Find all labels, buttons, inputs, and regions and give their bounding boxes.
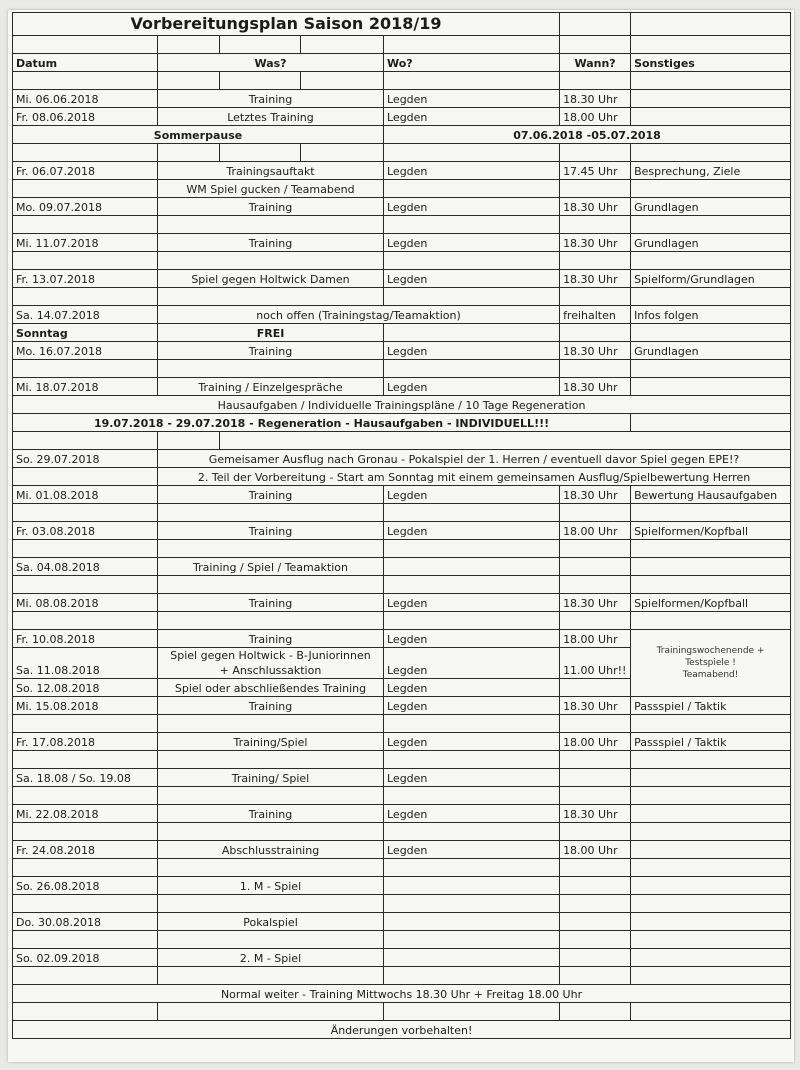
activity-cell: Trainingsauftakt (158, 162, 384, 180)
time-cell: 18.30 Uhr (560, 805, 631, 823)
date-cell: Fr. 24.08.2018 (13, 841, 158, 859)
time-cell: 18.00 Uhr (560, 733, 631, 751)
wochenende-line-3: Teamabend! (682, 670, 739, 680)
time-cell: 11.00 Uhr!! (560, 648, 631, 679)
table-row (13, 198, 791, 216)
location-cell: Legden (384, 234, 560, 252)
table-row (13, 697, 791, 715)
notes-cell: Spielform/Grundlagen (631, 270, 791, 288)
wochenende-line-2: Testspiele ! (685, 658, 736, 668)
time-cell: 18.30 Uhr (560, 198, 631, 216)
notes-cell (631, 90, 791, 108)
normal-note: Normal weiter - Training Mittwochs 18.30 Uhr + Freitag 18.00 Uhr (13, 985, 791, 1003)
header-wann: Wann? (560, 54, 631, 72)
time-cell: 18.30 Uhr (560, 270, 631, 288)
activity-cell: Abschlusstraining (158, 841, 384, 859)
activity-cell: Pokalspiel (158, 913, 384, 931)
activity-cell: Training (158, 594, 384, 612)
table-row (13, 180, 791, 198)
schedule-table (12, 12, 791, 1039)
time-cell: 18.30 Uhr (560, 234, 631, 252)
date-cell: Mi. 08.08.2018 (13, 594, 158, 612)
date-cell: Mo. 16.07.2018 (13, 342, 158, 360)
sommerpause-range: 07.06.2018 -05.07.2018 (384, 126, 791, 144)
table-row (13, 90, 791, 108)
normal-row (13, 985, 791, 1003)
wochenende-line-1: Trainingswochenende + (656, 646, 765, 656)
location-cell: Legden (384, 769, 560, 787)
location-cell: Legden (384, 342, 560, 360)
header-was: Was? (158, 54, 384, 72)
hausaufgaben-row (13, 396, 791, 414)
time-cell: 18.00 Uhr (560, 841, 631, 859)
activity-cell: 1. M - Spiel (158, 877, 384, 895)
table-row (13, 342, 791, 360)
time-cell: 18.30 Uhr (560, 697, 631, 715)
header-row (13, 54, 791, 72)
table-row (13, 522, 791, 540)
notes-cell: Spielformen/Kopfball (631, 594, 791, 612)
activity-line-2: + Anschlussaktion (219, 664, 322, 677)
schedule-sheet (8, 10, 794, 1062)
notes-cell: Besprechung, Ziele (631, 162, 791, 180)
table-row (13, 558, 791, 576)
table-row (13, 486, 791, 504)
date-cell: Sa. 18.08 / So. 19.08 (13, 769, 158, 787)
activity-cell: Spiel gegen Holtwick Damen (158, 270, 384, 288)
time-cell: 18.00 Uhr (560, 630, 631, 648)
table-row (13, 108, 791, 126)
date-cell: So. 02.09.2018 (13, 949, 158, 967)
date-cell: Do. 30.08.2018 (13, 913, 158, 931)
date-cell: Mi. 01.08.2018 (13, 486, 158, 504)
location-cell: Legden (384, 630, 560, 648)
table-row (13, 805, 791, 823)
activity-cell: Training / Spiel / Teamaktion (158, 558, 384, 576)
time-cell: 18.30 Uhr (560, 342, 631, 360)
location-cell: Legden (384, 378, 560, 396)
date-cell: So. 26.08.2018 (13, 877, 158, 895)
activity-cell: Training (158, 805, 384, 823)
notes-cell: Grundlagen (631, 342, 791, 360)
notes-cell: Passspiel / Taktik (631, 733, 791, 751)
activity-cell: Training (158, 198, 384, 216)
table-row (13, 733, 791, 751)
table-row (13, 877, 791, 895)
table-row (13, 769, 791, 787)
hausaufgaben-note: Hausaufgaben / Individuelle Trainingspläne / 10 Tage Regeneration (13, 396, 791, 414)
date-cell: Fr. 08.06.2018 (13, 108, 158, 126)
date-cell: Mi. 11.07.2018 (13, 234, 158, 252)
notes-cell: Bewertung Hausaufgaben (631, 486, 791, 504)
activity-cell: FREI (158, 324, 384, 342)
location-cell: Legden (384, 733, 560, 751)
location-cell: Legden (384, 486, 560, 504)
activity-cell: Training (158, 234, 384, 252)
table-row (13, 450, 791, 468)
activity-cell: Gemeisamer Ausflug nach Gronau - Pokalspiel der 1. Herren / eventuell davor Spiel gegen EPE!? (158, 450, 791, 468)
notes-cell: Grundlagen (631, 198, 791, 216)
activity-cell: Training (158, 697, 384, 715)
header-spacer-row (13, 36, 791, 54)
date-cell: Fr. 06.07.2018 (13, 162, 158, 180)
activity-cell: Training/Spiel (158, 733, 384, 751)
notes-cell (631, 378, 791, 396)
activity-cell: Training (158, 90, 384, 108)
activity-cell: WM Spiel gucken / Teamabend (158, 180, 384, 198)
location-cell: Legden (384, 805, 560, 823)
time-cell: 18.30 Uhr (560, 486, 631, 504)
teil2-note: 2. Teil der Vorbereitung - Start am Sonntag mit einem gemeinsamen Ausflug/Spielbewertung Herren (158, 468, 791, 486)
location-cell: Legden (384, 90, 560, 108)
notes-cell: Spielformen/Kopfball (631, 522, 791, 540)
location-cell: Legden (384, 594, 560, 612)
location-cell: Legden (384, 841, 560, 859)
location-cell: Legden (384, 697, 560, 715)
activity-cell: 2. M - Spiel (158, 949, 384, 967)
time-cell: freihalten (560, 306, 631, 324)
aenderungen-note: Änderungen vorbehalten! (13, 1021, 791, 1039)
page-title: Vorbereitungsplan Saison 2018/19 (13, 13, 560, 36)
activity-cell: Training/ Spiel (158, 769, 384, 787)
activity-cell: Letztes Training (158, 108, 384, 126)
table-row (13, 949, 791, 967)
table-row (13, 630, 791, 648)
table-row (13, 594, 791, 612)
table-row (13, 162, 791, 180)
sommerpause-row (13, 126, 791, 144)
activity-cell: Spiel oder abschließendes Training (158, 679, 384, 697)
notes-cell: Grundlagen (631, 234, 791, 252)
header-wo: Wo? (384, 54, 560, 72)
table-row (13, 378, 791, 396)
table-row (13, 270, 791, 288)
date-cell: Fr. 03.08.2018 (13, 522, 158, 540)
activity-cell: Training / Einzelgespräche (158, 378, 384, 396)
notes-cell (631, 108, 791, 126)
date-cell: Sonntag (13, 324, 158, 342)
date-cell: Sa. 04.08.2018 (13, 558, 158, 576)
date-cell: Mo. 09.07.2018 (13, 198, 158, 216)
table-row (13, 913, 791, 931)
time-cell: 18.30 Uhr (560, 378, 631, 396)
teil2-row (13, 468, 791, 486)
activity-cell: Training (158, 630, 384, 648)
time-cell: 18.30 Uhr (560, 90, 631, 108)
date-cell: Mi. 06.06.2018 (13, 90, 158, 108)
table-row (13, 841, 791, 859)
date-cell: Mi. 22.08.2018 (13, 805, 158, 823)
date-cell: So. 29.07.2018 (13, 450, 158, 468)
header-sonstiges: Sonstiges (631, 54, 791, 72)
wochenende-note (631, 630, 791, 697)
location-cell: Legden (384, 108, 560, 126)
time-cell: 17.45 Uhr (560, 162, 631, 180)
location-cell: Legden (384, 679, 560, 697)
date-cell: Mi. 15.08.2018 (13, 697, 158, 715)
time-cell: 18.00 Uhr (560, 108, 631, 126)
date-cell: So. 12.08.2018 (13, 679, 158, 697)
location-cell: Legden (384, 522, 560, 540)
date-cell: Sa. 14.07.2018 (13, 306, 158, 324)
date-cell: Fr. 17.08.2018 (13, 733, 158, 751)
activity-cell (158, 648, 384, 679)
activity-cell: Training (158, 522, 384, 540)
date-cell: Fr. 13.07.2018 (13, 270, 158, 288)
activity-cell: Training (158, 486, 384, 504)
location-cell: Legden (384, 162, 560, 180)
table-row (13, 306, 791, 324)
date-cell: Fr. 10.08.2018 (13, 630, 158, 648)
table-row (13, 324, 791, 342)
date-cell: Mi. 18.07.2018 (13, 378, 158, 396)
aenderungen-row (13, 1021, 791, 1039)
header-datum: Datum (13, 54, 158, 72)
activity-cell: Training (158, 342, 384, 360)
regeneration-row (13, 414, 791, 432)
sommerpause-label: Sommerpause (13, 126, 384, 144)
location-cell: Legden (384, 198, 560, 216)
activity-cell: noch offen (Trainingstag/Teamaktion) (158, 306, 560, 324)
time-cell: 18.30 Uhr (560, 594, 631, 612)
table-row (13, 234, 791, 252)
notes-cell: Passspiel / Taktik (631, 697, 791, 715)
location-cell: Legden (384, 270, 560, 288)
time-cell: 18.00 Uhr (560, 522, 631, 540)
activity-line-1: Spiel gegen Holtwick - B-Juniorinnen (170, 649, 371, 662)
location-cell: Legden (384, 648, 560, 679)
notes-cell: Infos folgen (631, 306, 791, 324)
regeneration-note: 19.07.2018 - 29.07.2018 - Regeneration - Hausaufgaben - INDIVIDUELL!!! (13, 414, 631, 432)
date-cell: Sa. 11.08.2018 (13, 648, 158, 679)
